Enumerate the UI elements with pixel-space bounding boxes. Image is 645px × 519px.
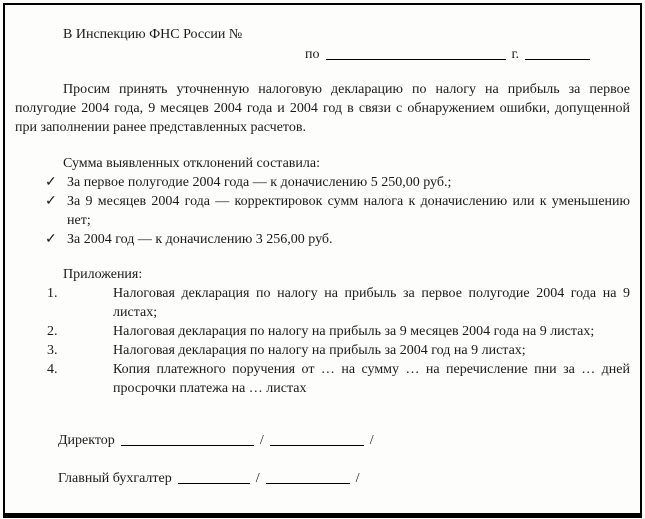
list-item [15, 173, 630, 192]
director-label: Директор [58, 433, 115, 448]
list-item [15, 284, 630, 322]
po-label: по [305, 47, 320, 62]
list-item [15, 322, 630, 341]
attachment-number: 1. [47, 286, 58, 301]
deviation-text: За 2004 год — к доначислению 3 256,00 руб. [67, 232, 333, 247]
list-item [15, 360, 630, 398]
inspection-code-line [15, 45, 630, 64]
attachments-heading: Приложения: [63, 267, 143, 282]
deviation-text: За первое полугодие 2004 года — к доначислению 5 250,00 руб.; [67, 175, 452, 190]
name-blank [266, 469, 350, 484]
checkmark-icon: ✓ [45, 232, 57, 247]
checkmark-icon: ✓ [45, 175, 57, 190]
attachment-number: 4. [47, 362, 58, 377]
recipient-line: В Инспекцию ФНС России № [63, 27, 243, 42]
deviation-text: За 9 месяцев 2004 года — корректировок сумм налога к доначислению или к уменьшению нет; [67, 194, 630, 228]
attachment-text: Налоговая декларация по налогу на прибыль за 2004 год на 9 листах; [113, 343, 526, 358]
inspection-code-blank [326, 45, 506, 60]
slash-separator: / [369, 433, 374, 448]
attachments-list [15, 284, 630, 398]
document-page [3, 3, 642, 518]
attachment-number: 2. [47, 324, 58, 339]
signature-blank [121, 431, 254, 446]
deviations-heading: Сумма выявленных отклонений составила: [63, 156, 320, 171]
signature-blank [178, 469, 250, 484]
attachment-number: 3. [47, 343, 58, 358]
attachment-text: Налоговая декларация по налогу на прибыль за 9 месяцев 2004 года на 9 листах; [113, 324, 595, 339]
city-blank [525, 45, 590, 60]
list-item [15, 230, 630, 249]
city-label: г. [511, 47, 520, 62]
slash-separator: / [259, 433, 264, 448]
accountant-label: Главный бухгалтер [58, 471, 172, 486]
attachment-text: Налоговая декларация по налогу на прибыль за первое полугодие 2004 года на 9 листах; [113, 286, 630, 320]
accountant-signature-line [15, 469, 630, 488]
director-signature-line [15, 431, 630, 450]
list-item [15, 192, 630, 230]
slash-separator: / [255, 471, 260, 486]
list-item [15, 341, 630, 360]
deviations-list [15, 173, 630, 249]
slash-separator: / [355, 471, 360, 486]
attachment-text: Копия платежного поручения от … на сумму … на перечисление пни за … дней просрочки платежа на … листах [113, 362, 630, 396]
request-paragraph: Просим принять уточненную налоговую декларацию по налогу на прибыль за первое полугодие 2004 года, 9 месяцев 2004 года и 2004 год в связи с обнаружением ошибки, допущенной при заполнении ранее представленных расчетов. [15, 82, 630, 135]
name-blank [270, 431, 364, 446]
checkmark-icon: ✓ [45, 194, 57, 209]
